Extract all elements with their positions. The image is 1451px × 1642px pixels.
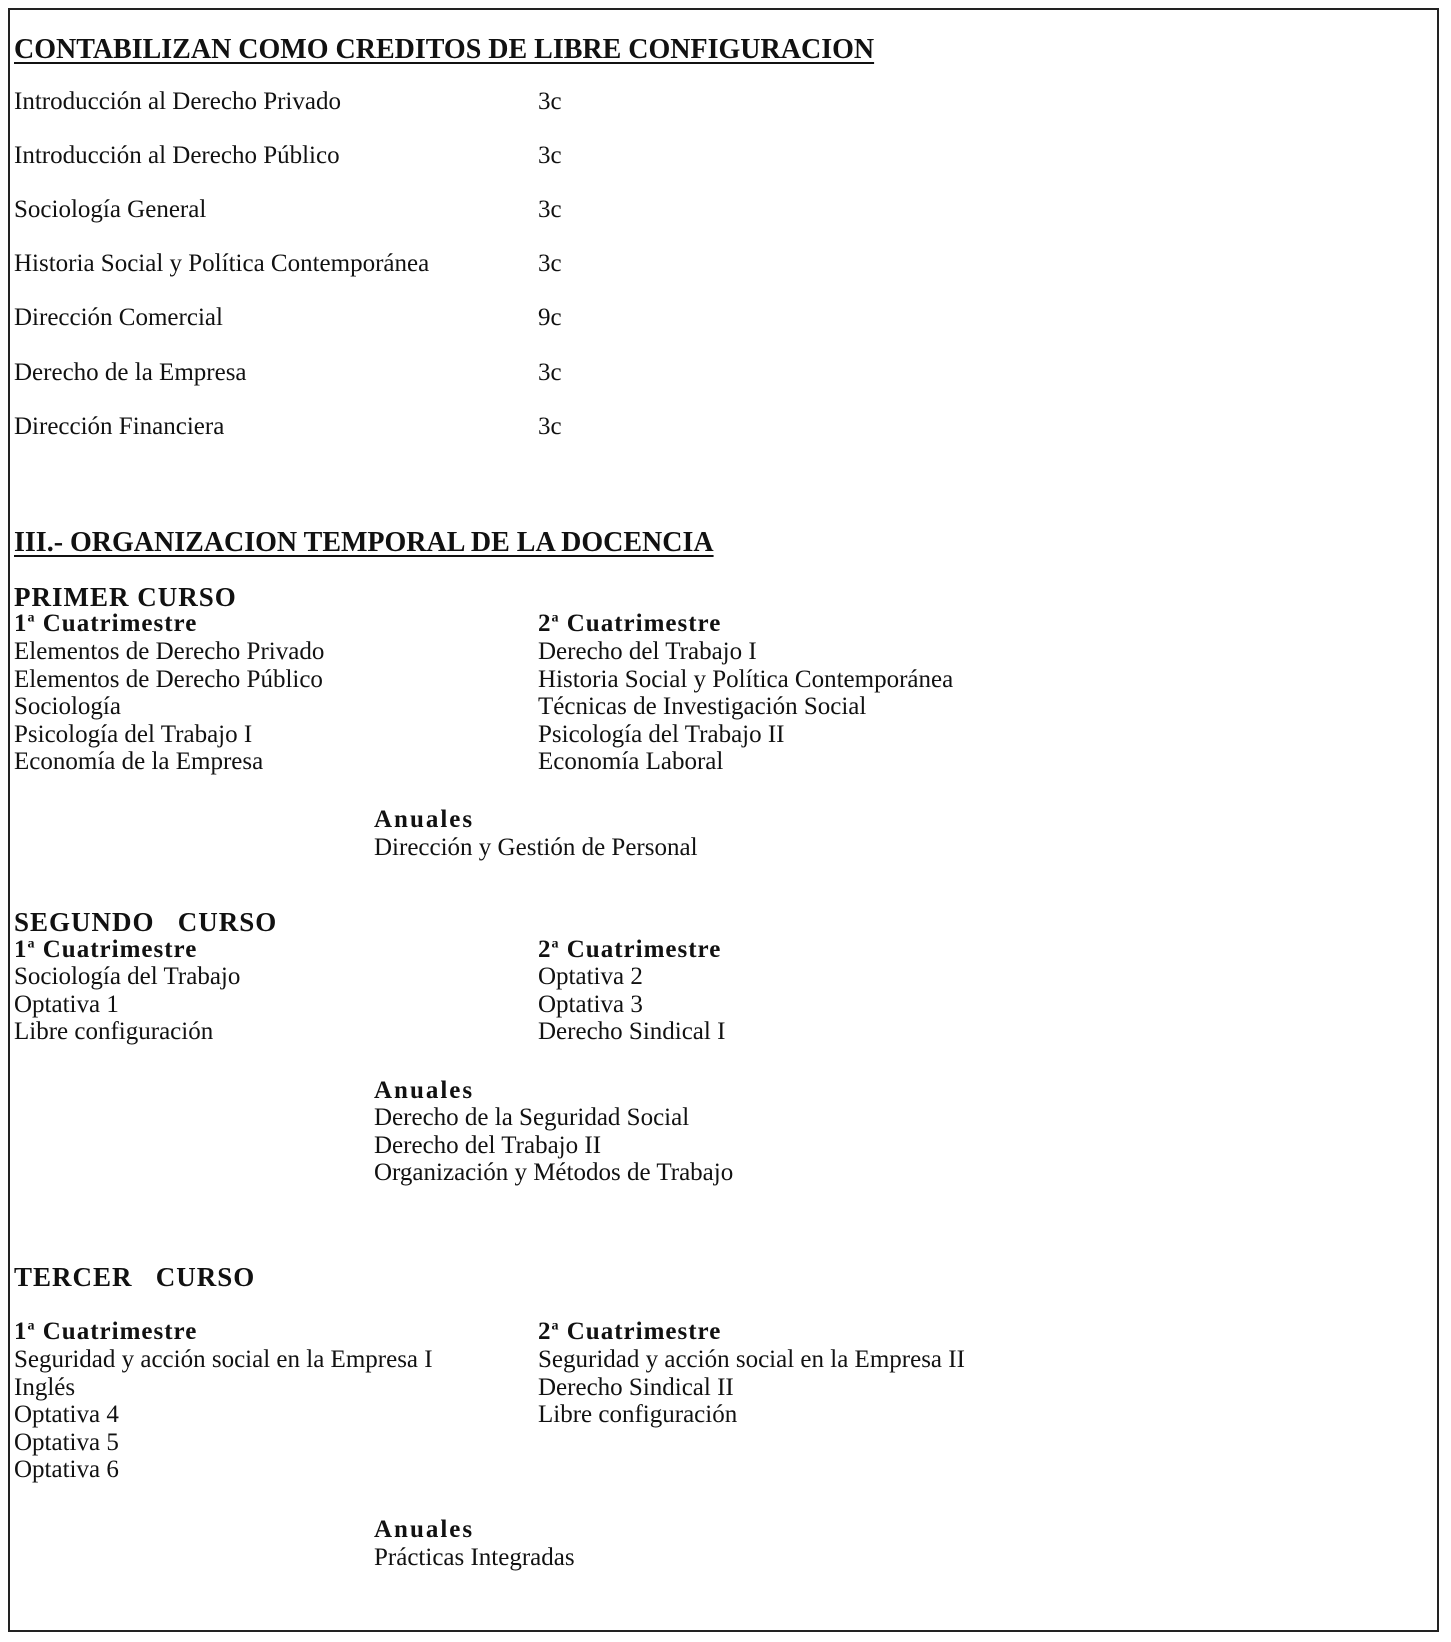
credits-heading: CONTABILIZAN COMO CREDITOS DE LIBRE CONFIGURACION: [14, 34, 875, 65]
credit-item-label: Derecho de la Empresa: [14, 359, 247, 386]
subject-item: Optativa 3: [538, 990, 643, 1018]
anuales-heading: Anuales: [374, 1077, 475, 1104]
subject-item: Optativa 6: [14, 1456, 119, 1483]
subject-item: Historia Social y Política Contemporánea: [538, 665, 954, 693]
subject-list-cuat1: [14, 963, 240, 1046]
cuatrimestre-2-heading: 2$^a$ Cuatrimestre: [538, 610, 722, 637]
credit-item-label: Sociología General: [14, 196, 207, 223]
credit-item-value: 3c: [538, 142, 562, 169]
subject-item: Libre configuración: [538, 1401, 738, 1428]
subject-item: Derecho Sindical I: [538, 1018, 726, 1045]
subject-item: Elementos de Derecho Público: [14, 665, 323, 693]
cuatrimestre-1-heading: 1$^a$ Cuatrimestre: [14, 610, 198, 637]
subject-item: Psicología del Trabajo II: [538, 720, 785, 748]
anuales-heading: Anuales: [374, 806, 475, 833]
cuatrimestre-2-heading: 2$^a$ Cuatrimestre: [538, 1318, 722, 1345]
subject-list-cuat1: [14, 1346, 433, 1484]
subject-item: Psicología del Trabajo I: [14, 720, 253, 748]
subject-item: Sociología del Trabajo: [14, 963, 241, 990]
subject-list-anuales: [374, 1104, 733, 1187]
course-title: PRIMER CURSO: [14, 582, 237, 612]
subject-list-cuat2: [538, 963, 725, 1046]
credit-item-label: Dirección Financiera: [14, 413, 225, 440]
subject-list-cuat2: [538, 638, 953, 776]
subject-item: Seguridad y acción social en la Empresa I: [14, 1346, 433, 1373]
subject-item: Economía Laboral: [538, 748, 724, 775]
subject-item: Derecho del Trabajo I: [538, 638, 757, 665]
subject-item: Optativa 2: [538, 963, 643, 990]
subject-list-anuales: [374, 834, 698, 862]
credit-item-label: Historia Social y Política Contemporánea: [14, 250, 430, 277]
cuatrimestre-1-heading: 1$^a$ Cuatrimestre: [14, 1318, 198, 1345]
subject-list-cuat1: [14, 638, 324, 776]
credit-item-value: 3c: [538, 359, 562, 386]
credit-item-value: 3c: [538, 250, 562, 277]
subject-item: Derecho del Trabajo II: [374, 1131, 602, 1159]
subject-item: Organización y Métodos de Trabajo: [374, 1159, 734, 1186]
subject-item: Elementos de Derecho Privado: [14, 638, 325, 665]
subject-item: Técnicas de Investigación Social: [538, 693, 867, 720]
cuatrimestre-1-heading: 1$^a$ Cuatrimestre: [14, 936, 198, 963]
subject-list-cuat2: [538, 1346, 965, 1429]
credit-item-label: Dirección Comercial: [14, 304, 223, 331]
subject-list-anuales: [374, 1544, 575, 1572]
credit-item-value: 3c: [538, 88, 562, 115]
credit-item-label: Introducción al Derecho Privado: [14, 88, 341, 115]
subject-item: Optativa 5: [14, 1428, 119, 1456]
course-title: SEGUNDO CURSO: [14, 907, 278, 937]
credit-item-value: 9c: [538, 304, 562, 331]
subject-item: Prácticas Integradas: [374, 1544, 575, 1571]
subject-item: Inglés: [14, 1373, 76, 1401]
subject-item: Sociología: [14, 693, 121, 720]
credit-item-label: Introducción al Derecho Público: [14, 142, 340, 169]
subject-item: Seguridad y acción social en la Empresa II: [538, 1346, 965, 1373]
subject-item: Optativa 4: [14, 1401, 119, 1428]
subject-item: Derecho Sindical II: [538, 1373, 734, 1401]
credit-item-value: 3c: [538, 413, 562, 440]
credit-item-value: 3c: [538, 196, 562, 223]
subject-item: Dirección y Gestión de Personal: [374, 834, 698, 861]
organization-heading: III.- ORGANIZACION TEMPORAL DE LA DOCENCIA: [14, 527, 714, 558]
subject-item: Libre configuración: [14, 1018, 214, 1045]
cuatrimestre-2-heading: 2$^a$ Cuatrimestre: [538, 936, 722, 963]
subject-item: Optativa 1: [14, 990, 119, 1018]
anuales-heading: Anuales: [374, 1516, 475, 1543]
subject-item: Derecho de la Seguridad Social: [374, 1104, 690, 1131]
course-title: TERCER CURSO: [14, 1262, 256, 1292]
subject-item: Economía de la Empresa: [14, 748, 264, 775]
